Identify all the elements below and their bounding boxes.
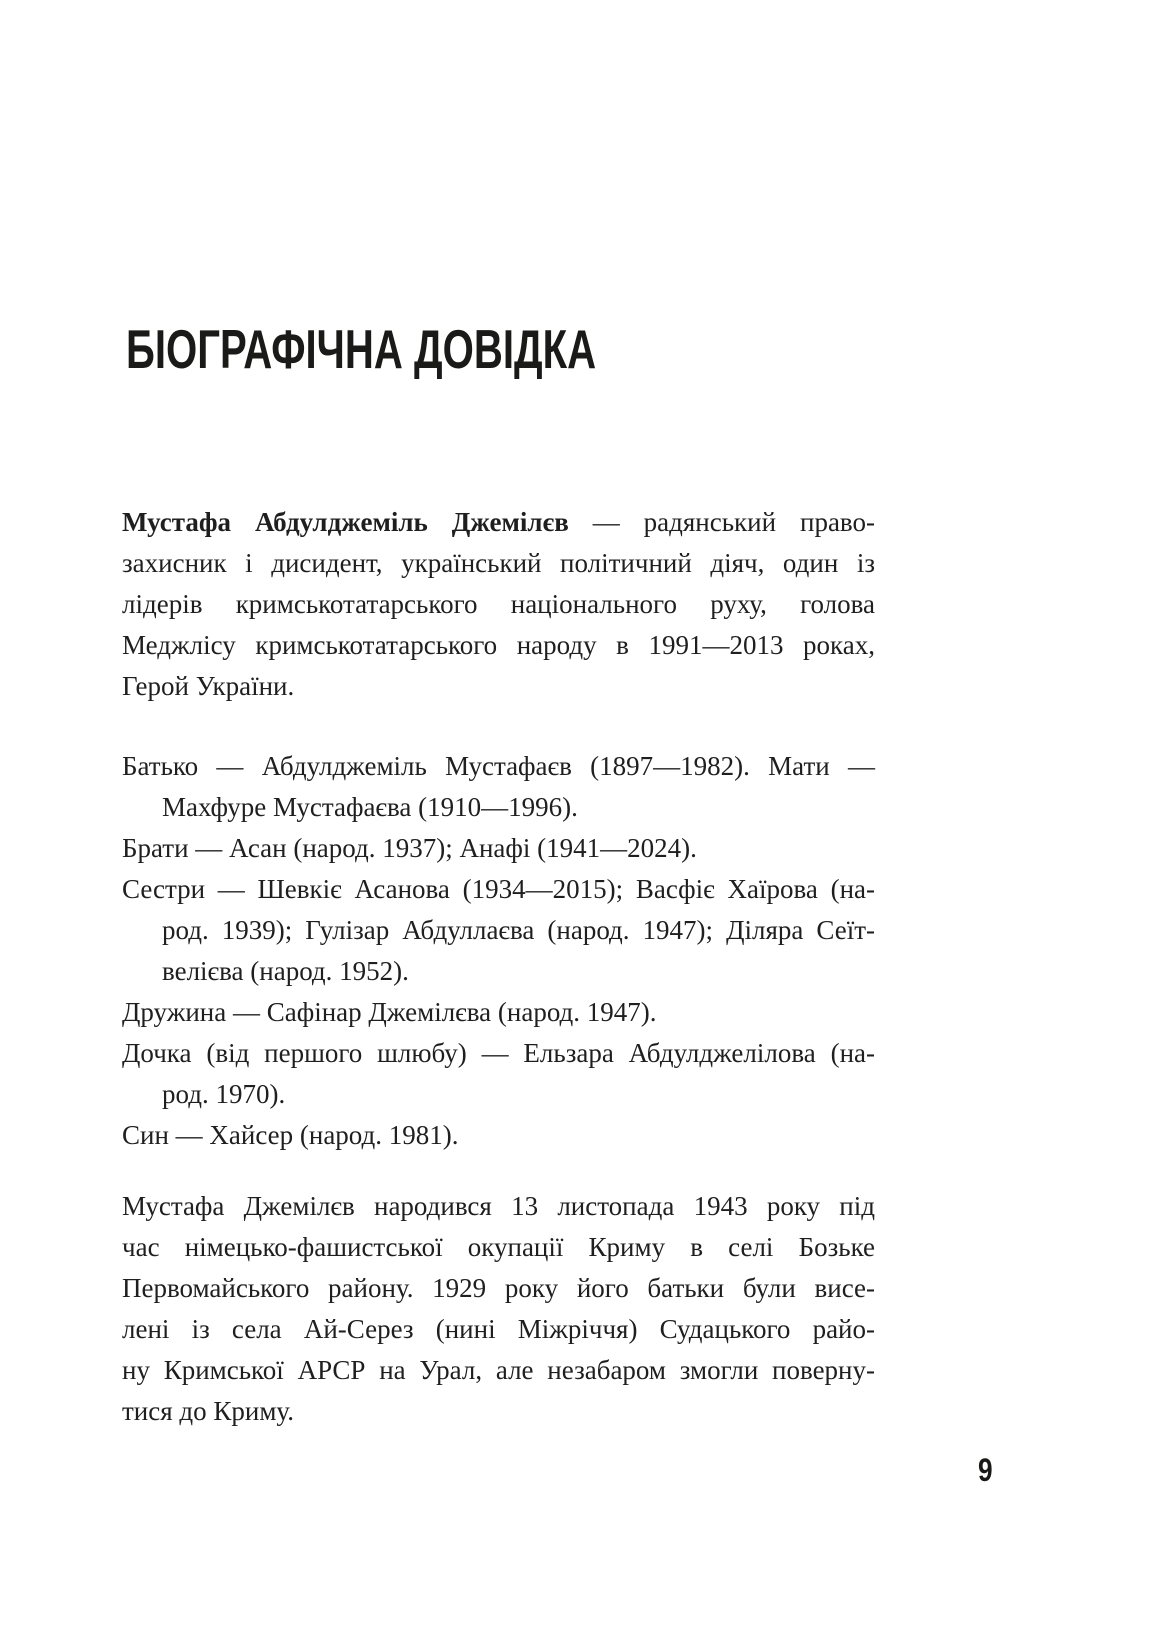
intro-first-line-rest: — радянський право- xyxy=(568,507,875,537)
family-entry xyxy=(122,1033,875,1115)
text-line: велієва (народ. 1952). xyxy=(162,956,409,986)
person-name: Мустафа Абдулджеміль Джемілєв xyxy=(122,507,569,537)
family-entry xyxy=(122,869,875,992)
text-line: Первомайського району. 1929 року його батьки були висе- xyxy=(122,1273,875,1303)
intro-paragraph xyxy=(122,502,875,707)
text-line: захисник і дисидент, український політичний діяч, один із xyxy=(122,548,875,578)
text-line: Дочка (від першого шлюбу) — Ельзара Абдулджелілова (на- xyxy=(122,1038,875,1068)
text-line: Брати — Асан (народ. 1937); Анафі (1941—2024). xyxy=(122,833,697,863)
text-line: ну Кримської АРСР на Урал, але незабаром змогли поверну- xyxy=(122,1355,875,1385)
text-line: Сестри — Шевкіє Асанова (1934—2015); Васфіє Хаїрова (на- xyxy=(122,874,875,904)
text-line: лені із села Ай-Серез (нині Міжріччя) Судацького райо- xyxy=(122,1314,875,1344)
text-line: род. 1970). xyxy=(162,1079,286,1109)
text-line: Батько — Абдулджеміль Мустафаєв (1897—1982). Мати — xyxy=(122,751,875,781)
intro-continuation-lines xyxy=(122,543,875,707)
text-line: Меджлісу кримськотатарського народу в 1991—2013 роках, xyxy=(122,630,875,660)
text-line: Мустафа Джемілєв народився 13 листопада 1943 року під xyxy=(122,1191,875,1221)
intro-first-line xyxy=(122,502,875,543)
family-entry xyxy=(122,746,875,828)
text-line: Махфуре Мустафаєва (1910—1996). xyxy=(162,792,578,822)
family-list xyxy=(122,746,875,1156)
text-line: час німецько-фашистської окупації Криму в селі Бозьке xyxy=(122,1232,875,1262)
family-entry xyxy=(122,1115,875,1156)
text-line: Син — Хайсер (народ. 1981). xyxy=(122,1120,459,1150)
family-entry xyxy=(122,992,875,1033)
family-entry xyxy=(122,828,875,869)
text-line: тися до Криму. xyxy=(122,1396,294,1426)
text-line: Герой України. xyxy=(122,671,295,701)
birth-paragraph xyxy=(122,1186,875,1432)
text-line: Дружина — Сафінар Джемілєва (народ. 1947). xyxy=(122,997,657,1027)
text-line: род. 1939); Гулізар Абдуллаєва (народ. 1947); Діляра Сеїт- xyxy=(162,915,875,945)
page-title-text: БІОГРАФІЧНА ДОВІДКА xyxy=(126,318,597,380)
page-title xyxy=(126,318,770,380)
text-line: лідерів кримськотатарського національного руху, голова xyxy=(122,589,875,619)
page-number: 9 xyxy=(978,1452,993,1488)
